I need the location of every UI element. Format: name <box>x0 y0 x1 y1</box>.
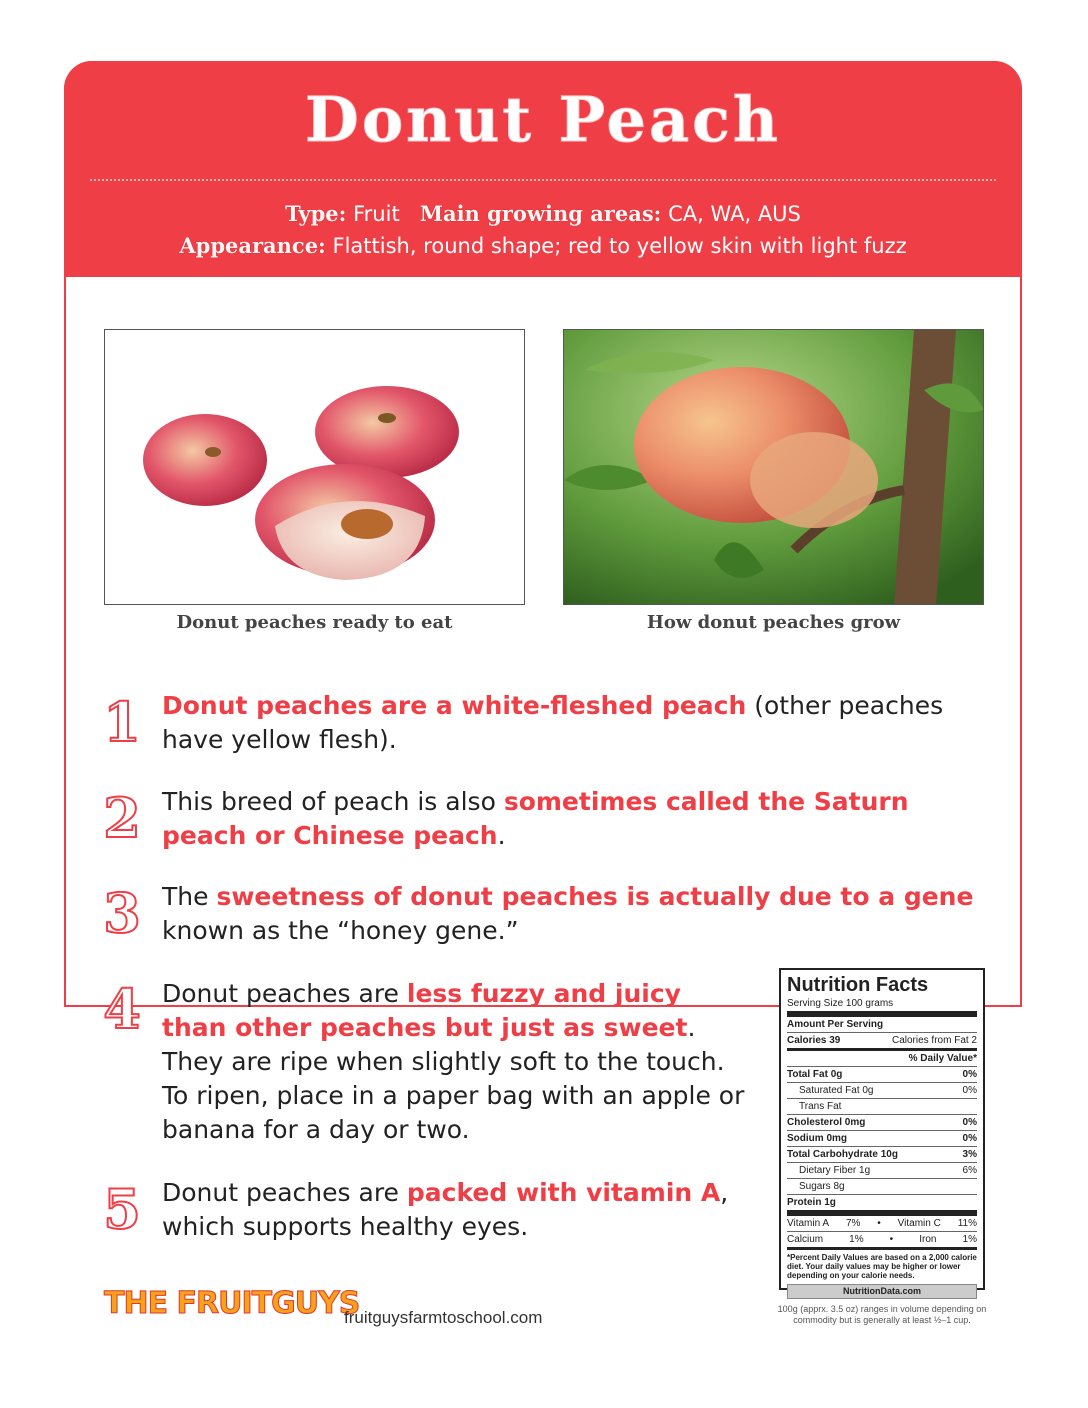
areas-value: CA, WA, AUS <box>668 202 801 226</box>
fact-1-post: (other peaches have yellow flesh). <box>162 691 944 754</box>
page-title: Donut Peach <box>305 83 781 156</box>
fact-4-post: . They are ripe when slightly soft to the touch. To ripen, place in a paper bag with an apple or banana for a day or two. <box>162 1013 745 1144</box>
fact-2 <box>162 785 992 853</box>
photo-peach-tree <box>563 329 984 605</box>
appearance-value: Flattish, round shape; red to yellow skin with light fuzz <box>332 234 907 258</box>
fact-4 <box>162 977 752 1147</box>
nutrient-row: Protein 1g <box>787 1195 977 1216</box>
peach-tree-illustration <box>564 330 984 605</box>
dv-header: % Daily Value* <box>787 1051 977 1067</box>
fact-2-highlight: sometimes called the Saturn peach or Chinese peach <box>162 787 909 850</box>
photo2-caption: How donut peaches grow <box>646 612 901 633</box>
nutrient-row: Dietary Fiber 1g 6% <box>787 1163 977 1179</box>
fact-5-post: , which supports healthy eyes. <box>162 1178 729 1241</box>
type-value: Fruit <box>353 202 400 226</box>
fact-3-post: known as the “honey gene.” <box>162 916 519 945</box>
fact-2-post: . <box>497 821 506 850</box>
meta-line-1 <box>64 201 1022 226</box>
photo-peaches-ready <box>104 329 525 605</box>
nutrient-row: Total Fat 0g 0% <box>787 1067 977 1083</box>
nutrient-row: Sugars 8g <box>787 1179 977 1195</box>
website-link[interactable]: fruitguysfarmtoschool.com <box>344 1308 543 1327</box>
amount-per-serving: Amount Per Serving <box>787 1017 977 1033</box>
fact-number-5: 5 <box>103 1177 141 1241</box>
mineral-row: Calcium 1% • Iron 1% <box>787 1232 977 1250</box>
nutrient-row: Total Carbohydrate 10g 3% <box>787 1147 977 1163</box>
fact-number-2: 2 <box>103 786 141 850</box>
fact-4-highlight: less fuzzy and juicy than other peaches but just as sweet <box>162 979 688 1042</box>
nutrient-row: Sodium 0mg 0% <box>787 1131 977 1147</box>
nutrition-source: NutritionData.com <box>787 1284 977 1299</box>
nutrition-facts-label <box>779 968 985 1296</box>
nutrient-row: Saturated Fat 0g 0% <box>787 1083 977 1099</box>
fact-5-highlight: packed with vitamin A <box>406 1178 721 1207</box>
header-banner <box>64 61 1022 277</box>
fact-3 <box>162 880 992 948</box>
fact-5-pre: Donut peaches are <box>162 1178 407 1207</box>
appearance-label: Appearance: <box>179 233 326 258</box>
nutrition-title: Nutrition Facts <box>787 974 929 996</box>
dotted-divider <box>90 179 996 181</box>
nutrition-caption: 100g (apprx. 3.5 oz) ranges in volume depending on commodity but is generally at least ½–1 cup. <box>777 1304 987 1325</box>
meta-line-2 <box>64 233 1022 258</box>
fact-number-1: 1 <box>103 690 141 754</box>
type-label: Type: <box>285 201 347 226</box>
fact-3-highlight: sweetness of donut peaches is actually due to a gene <box>216 882 974 911</box>
fact-number-3: 3 <box>103 881 141 945</box>
dv-footnote: *Percent Daily Values are based on a 2,000 calorie diet. Your daily values may be higher or lower depending on your calorie needs. <box>787 1253 977 1280</box>
fruitguys-logo: THE FRUITGUYS <box>104 1286 360 1321</box>
fact-4-pre: Donut peaches are <box>162 979 407 1008</box>
fact-1-highlight: Donut peaches are a white-fleshed peach <box>162 691 747 720</box>
fact-number-4: 4 <box>103 977 141 1041</box>
fact-5 <box>162 1176 752 1244</box>
calories-row: Calories 39 Calories from Fat 2 <box>787 1033 977 1051</box>
fact-1 <box>162 689 992 757</box>
peaches-illustration <box>105 330 525 605</box>
serving-size: Serving Size 100 grams <box>787 996 977 1017</box>
vitamin-row: Vitamin A 7% • Vitamin C 11% <box>787 1216 977 1232</box>
fact-3-pre: The <box>162 882 217 911</box>
nutrient-row: Trans Fat <box>787 1099 977 1115</box>
photo1-caption: Donut peaches ready to eat <box>176 612 453 633</box>
areas-label: Main growing areas: <box>419 201 662 226</box>
nutrient-row: Cholesterol 0mg 0% <box>787 1115 977 1131</box>
fact-2-pre: This breed of peach is also <box>162 787 504 816</box>
